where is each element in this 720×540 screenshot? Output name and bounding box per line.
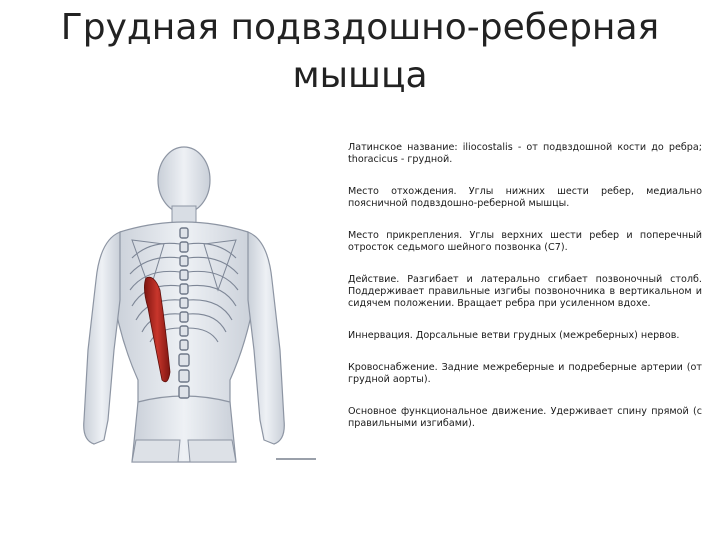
- paragraph-latin-name: Латинское название: iliocostalis - от подвздошной кости до ребра; thoracicus - грудной.: [348, 142, 702, 165]
- title-line-1: Грудная подвздошно-реберная: [60, 7, 660, 48]
- paragraph-action: Действие. Разгибает и латерально сгибает позвоночный столб. Поддерживает правильные изгибы позвоночника в вертикальном и сидячем положении. Вращает ребра при усиленном вдохе.: [348, 274, 702, 309]
- paragraph-insertion: Место прикрепления. Углы верхних шести ребер и поперечный отросток седьмого шейного позвонка (С7).: [348, 230, 702, 253]
- left-thigh-shape: [132, 440, 180, 462]
- right-arm-shape: [248, 232, 284, 444]
- credit-mark: [276, 458, 316, 460]
- head-shape: [158, 147, 210, 213]
- paragraph-origin: Место отхождения. Углы нижних шести ребер, медиально поясничной подвздошно-реберной мышцы.: [348, 186, 702, 209]
- anatomy-illustration: [80, 140, 340, 470]
- back-muscles-figure: [80, 140, 340, 470]
- left-arm-shape: [84, 232, 120, 444]
- slide-title: [60, 4, 660, 100]
- paragraph-blood-supply: Кровоснабжение. Задние межреберные и подреберные артерии (от грудной аорты).: [348, 362, 702, 385]
- title-line-2: мышца: [292, 55, 428, 96]
- right-thigh-shape: [188, 440, 236, 462]
- description-text: [348, 142, 702, 450]
- paragraph-innervation: Иннервация. Дорсальные ветви грудных (межреберных) нервов.: [348, 330, 680, 341]
- paragraph-main-movement: Основное функциональное движение. Удерживает спину прямой (с правильными изгибами).: [348, 406, 702, 429]
